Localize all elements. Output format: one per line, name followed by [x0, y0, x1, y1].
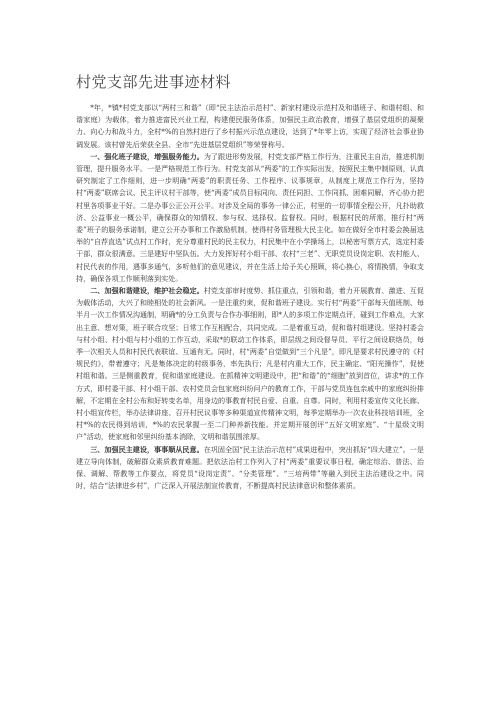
section-3-text: 在巩固全国“民主法治示范村”成果进程中，突出抓好“四大建立”。一是建立导向体制，破解群众素质教育难题。把依法治村工作列入了村“两委”重要议事日程，确定综治、普法、治保、调解、帮教等工作要点，将党员“设岗定责”、“分类管理”、“三培两带”等融入到民主法治建设之中。同时，结合“法律进乡村”，广泛深入开展法制宣传教育，不断提高村民法律意识和整体素质。	[76, 444, 424, 491]
paragraph-intro-text: *年，*镇*村党支部以“两村三和谐”（即“民主法治示范村”、新家村建设示范村及和谐班子、和谐村组、和谐家庭）为载体，着力推进富民兴业工程，构建便民服务体系，加强民主政治教育，增强了基层党组织的凝聚力、向心力和战斗力，全村*%的自然村进行了乡村振兴示范点建设，达到了*年零上访，实现了经济社会事业协调发展。该村曾先后荣获全县、全市“先进基层党组织”等荣誉称号。	[76, 103, 424, 149]
paragraph-section-1	[76, 151, 424, 285]
paragraph-intro	[76, 102, 424, 151]
section-2-heading: 二、加强和谐建设，维护社会稳定。	[90, 286, 204, 296]
paragraph-section-2	[76, 285, 424, 444]
document-title: 村党支部先进事迹材料	[76, 73, 232, 91]
paragraph-section-3	[76, 444, 424, 493]
section-2-text: 村党支部审时度势、抓住重点，引领和谐，着力开展教育、激进、互促为载体活动，大兴了和睦相处的社会新风。一是注重约束，促和谐班子建设。实行村“两委”干部每天值班制、每半月一次工作情况沟通制，明确*的分工负责与合作办事细则，即*人的多项工作定期点评，碰到工作难点，大家出主意、想对策，班子联合攻坚；日常工作互相配合，共同完成。二是着重互动，促和谐村组建设。坚持村委会与村小组、村小组与村小组的工作互动，采取*的联动工作体系，即层级之间设督导员、平行之间设联络员，每季一次相关人员和村民代表联谊、互通有无。同时，村“两委”自觉做到“三个凡是”，即凡是要求村民遵守的《村规民约》，带着遵守；凡是集体决定的村级事务，率先执行；凡是村内重大工作，民主确定、“阳光操作”，促使村组和谐。三是侧重教育，促和谐家庭建设。在抓精神文明建设中，把“和谐”的“细胞”放到首位，讲求*的工作方式，即村委干部、村小组干部、农村党员会包家庭纠纷问户的教育工作，干部与党员连包亲戚中的家庭纠纷排解，不定期在全村公布和好转变名单，用身边的事教育村民自爱、自重、自尊。同时，利用村委宣传文化长廊、村小组宣传栏，举办法律讲座、召开村民议事等多种渠道宣传精神文明，每季定期举办一次农业科技培训班，全村*%的农民得到培训，*%的农民掌握一至二门种养新技能。并定期开展创评“五好文明家庭”、“十星级文明户”活动，使家庭和邻里纠纷基本消除，文明和谐氛围浓厚。	[76, 286, 424, 442]
section-1-heading: 一、强化班子建设，增强服务能力。	[90, 151, 204, 161]
section-1-text: 为了跟进形势发展，村党支部严格工作行为，注重民主自治，推进机制管理，提升服务水平。一是严格规范工作行为。村党支部从“两委”的工作实际出发，按照民主集中制原则，认真研究制定了工作细则，进一步明确“两委”的职责任务、工作程序、议事规章，从制度上规范工作行为，坚持村“两委”联席会议、民主评议村干部等，使“两委”成员目标同向、责任同担、工作同抓、困难同解，齐心协力把村里各项事业干好。二是办事公正公开公平。对涉及全局的事务一律公正，村里的一切事情全程公开，凡扑助救济、公益事业一概公平，确保群众的知情权、参与权、选择权、监督权。同时，根据村民的所需，推行村“两委”班子的服务承诺制，建立公开办事和工作激励机制，使得村务管理极大民主化。如在做好全市村委会换届选举的“自荐直选”试点村工作时，充分尊重村民的民主权力，村民集中在小学操场上，以秘密写票方式，选定村委干部，群众很满意。三是建好中坚队伍。大力发挥好村小组干部、农村“三老”、无职党员设岗定职、农村能人、村民代表的作用，遇事多通气，多听他们的意见建议，并在生活上给予关心照顾，将心换心，将情换情，争取支持，确保各项工作顺利落到实处。	[76, 151, 424, 283]
section-3-heading: 三、加强民主建设，事事顺从民意。	[90, 444, 204, 454]
